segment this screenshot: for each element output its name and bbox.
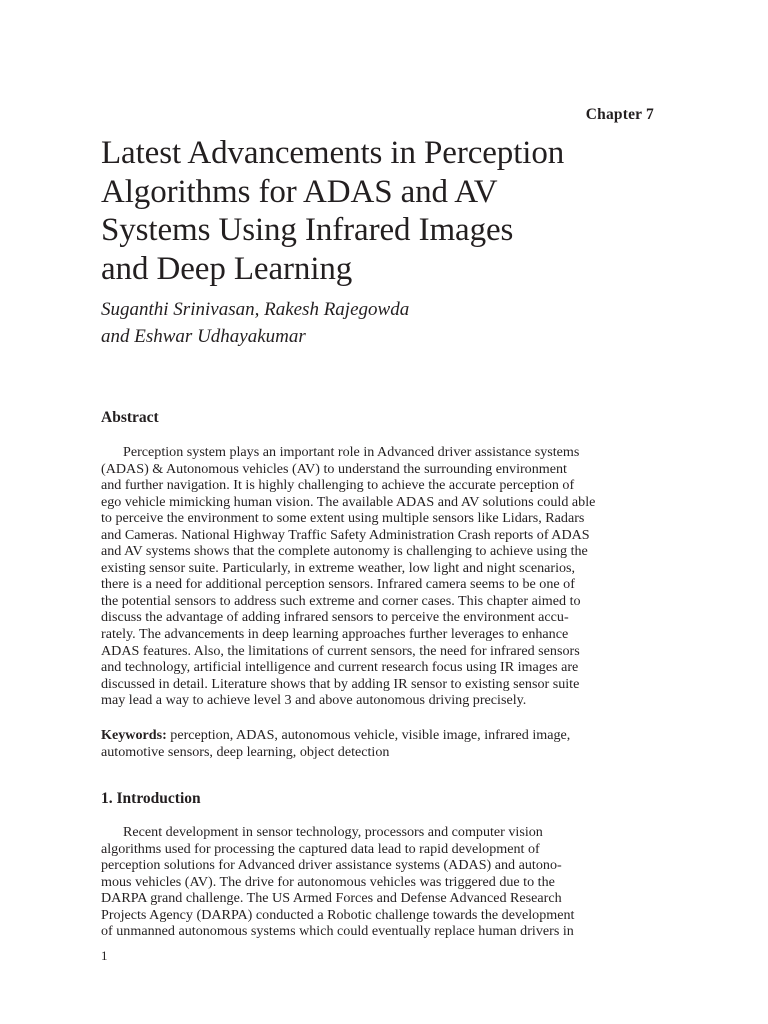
abstract-line: to perceive the environment to some extent using multiple sensors like Lidars, Radars xyxy=(101,510,585,527)
keywords-label: Keywords: xyxy=(101,727,167,743)
abstract-line: the potential sensors to address such extreme and corner cases. This chapter aimed to xyxy=(101,592,581,609)
introduction-line: mous vehicles (AV). The drive for autonomous vehicles was triggered due to the xyxy=(101,873,555,890)
abstract-line: and AV systems shows that the complete autonomy is challenging to achieve using the xyxy=(101,543,588,560)
title-line: Latest Advancements in Perception xyxy=(101,135,565,171)
abstract-line: and further navigation. It is highly challenging to achieve the accurate perception of xyxy=(101,477,575,494)
abstract-line: and Cameras. National Highway Traffic Safety Administration Crash reports of ADAS xyxy=(101,526,590,543)
abstract-line: ADAS features. Also, the limitations of current sensors, the need for infrared sensors xyxy=(101,642,580,659)
keywords-line xyxy=(101,727,653,744)
abstract-line: there is a need for additional perception sensors. Infrared camera seems to be one of xyxy=(101,576,575,593)
keywords xyxy=(101,727,653,760)
introduction-line: Recent development in sensor technology, processors and computer vision xyxy=(123,824,543,840)
abstract-line: ego vehicle mimicking human vision. The available ADAS and AV solutions could able xyxy=(101,493,596,510)
abstract-line: existing sensor suite. Particularly, in extreme weather, low light and night scenarios, xyxy=(101,559,576,576)
abstract-line: discuss the advantage of adding infrared sensors to perceive the environment accu- xyxy=(101,609,569,626)
keywords-line: automotive sensors, deep learning, object detection xyxy=(101,743,390,760)
introduction-line: Projects Agency (DARPA) conducted a Robotic challenge towards the development xyxy=(101,906,575,923)
author-line: and Eshwar Udhayakumar xyxy=(101,326,306,347)
abstract-line: may lead a way to achieve level 3 and above autonomous driving precisely. xyxy=(101,692,527,709)
abstract-line: rately. The advancements in deep learning approaches further leverages to enhance xyxy=(101,626,569,643)
introduction-line: DARPA grand challenge. The US Armed Forces and Defense Advanced Research xyxy=(101,890,562,907)
introduction-line: of unmanned autonomous systems which could eventually replace human drivers in xyxy=(101,923,574,940)
author-line: Suganthi Srinivasan, Rakesh Rajegowda xyxy=(101,299,410,320)
page-number: 1 xyxy=(101,948,108,963)
abstract-line: Perception system plays an important role in Advanced driver assistance systems xyxy=(123,444,580,460)
introduction-heading: 1. Introduction xyxy=(101,790,201,807)
abstract-line: discussed in detail. Literature shows that by adding IR sensor to existing sensor suite xyxy=(101,675,580,692)
title-line: Systems Using Infrared Images xyxy=(101,212,514,248)
introduction-body xyxy=(101,824,653,940)
abstract-heading: Abstract xyxy=(101,409,159,426)
abstract-line: and technology, artificial intelligence and current research focus using IR images are xyxy=(101,659,579,676)
author-list xyxy=(101,296,661,350)
keywords-text: perception, ADAS, autonomous vehicle, visible image, infrared image, xyxy=(166,727,571,743)
chapter-label: Chapter 7 xyxy=(585,106,654,123)
title-line: Algorithms for ADAS and AV xyxy=(101,173,498,210)
introduction-line: algorithms used for processing the captured data lead to rapid development of xyxy=(101,840,540,857)
introduction-line: perception solutions for Advanced driver assistance systems (ADAS) and autono- xyxy=(101,857,562,874)
title-line: and Deep Learning xyxy=(101,250,353,287)
abstract-body xyxy=(101,444,653,709)
chapter-title xyxy=(101,134,681,288)
abstract-line: (ADAS) & Autonomous vehicles (AV) to understand the surrounding environment xyxy=(101,460,567,477)
